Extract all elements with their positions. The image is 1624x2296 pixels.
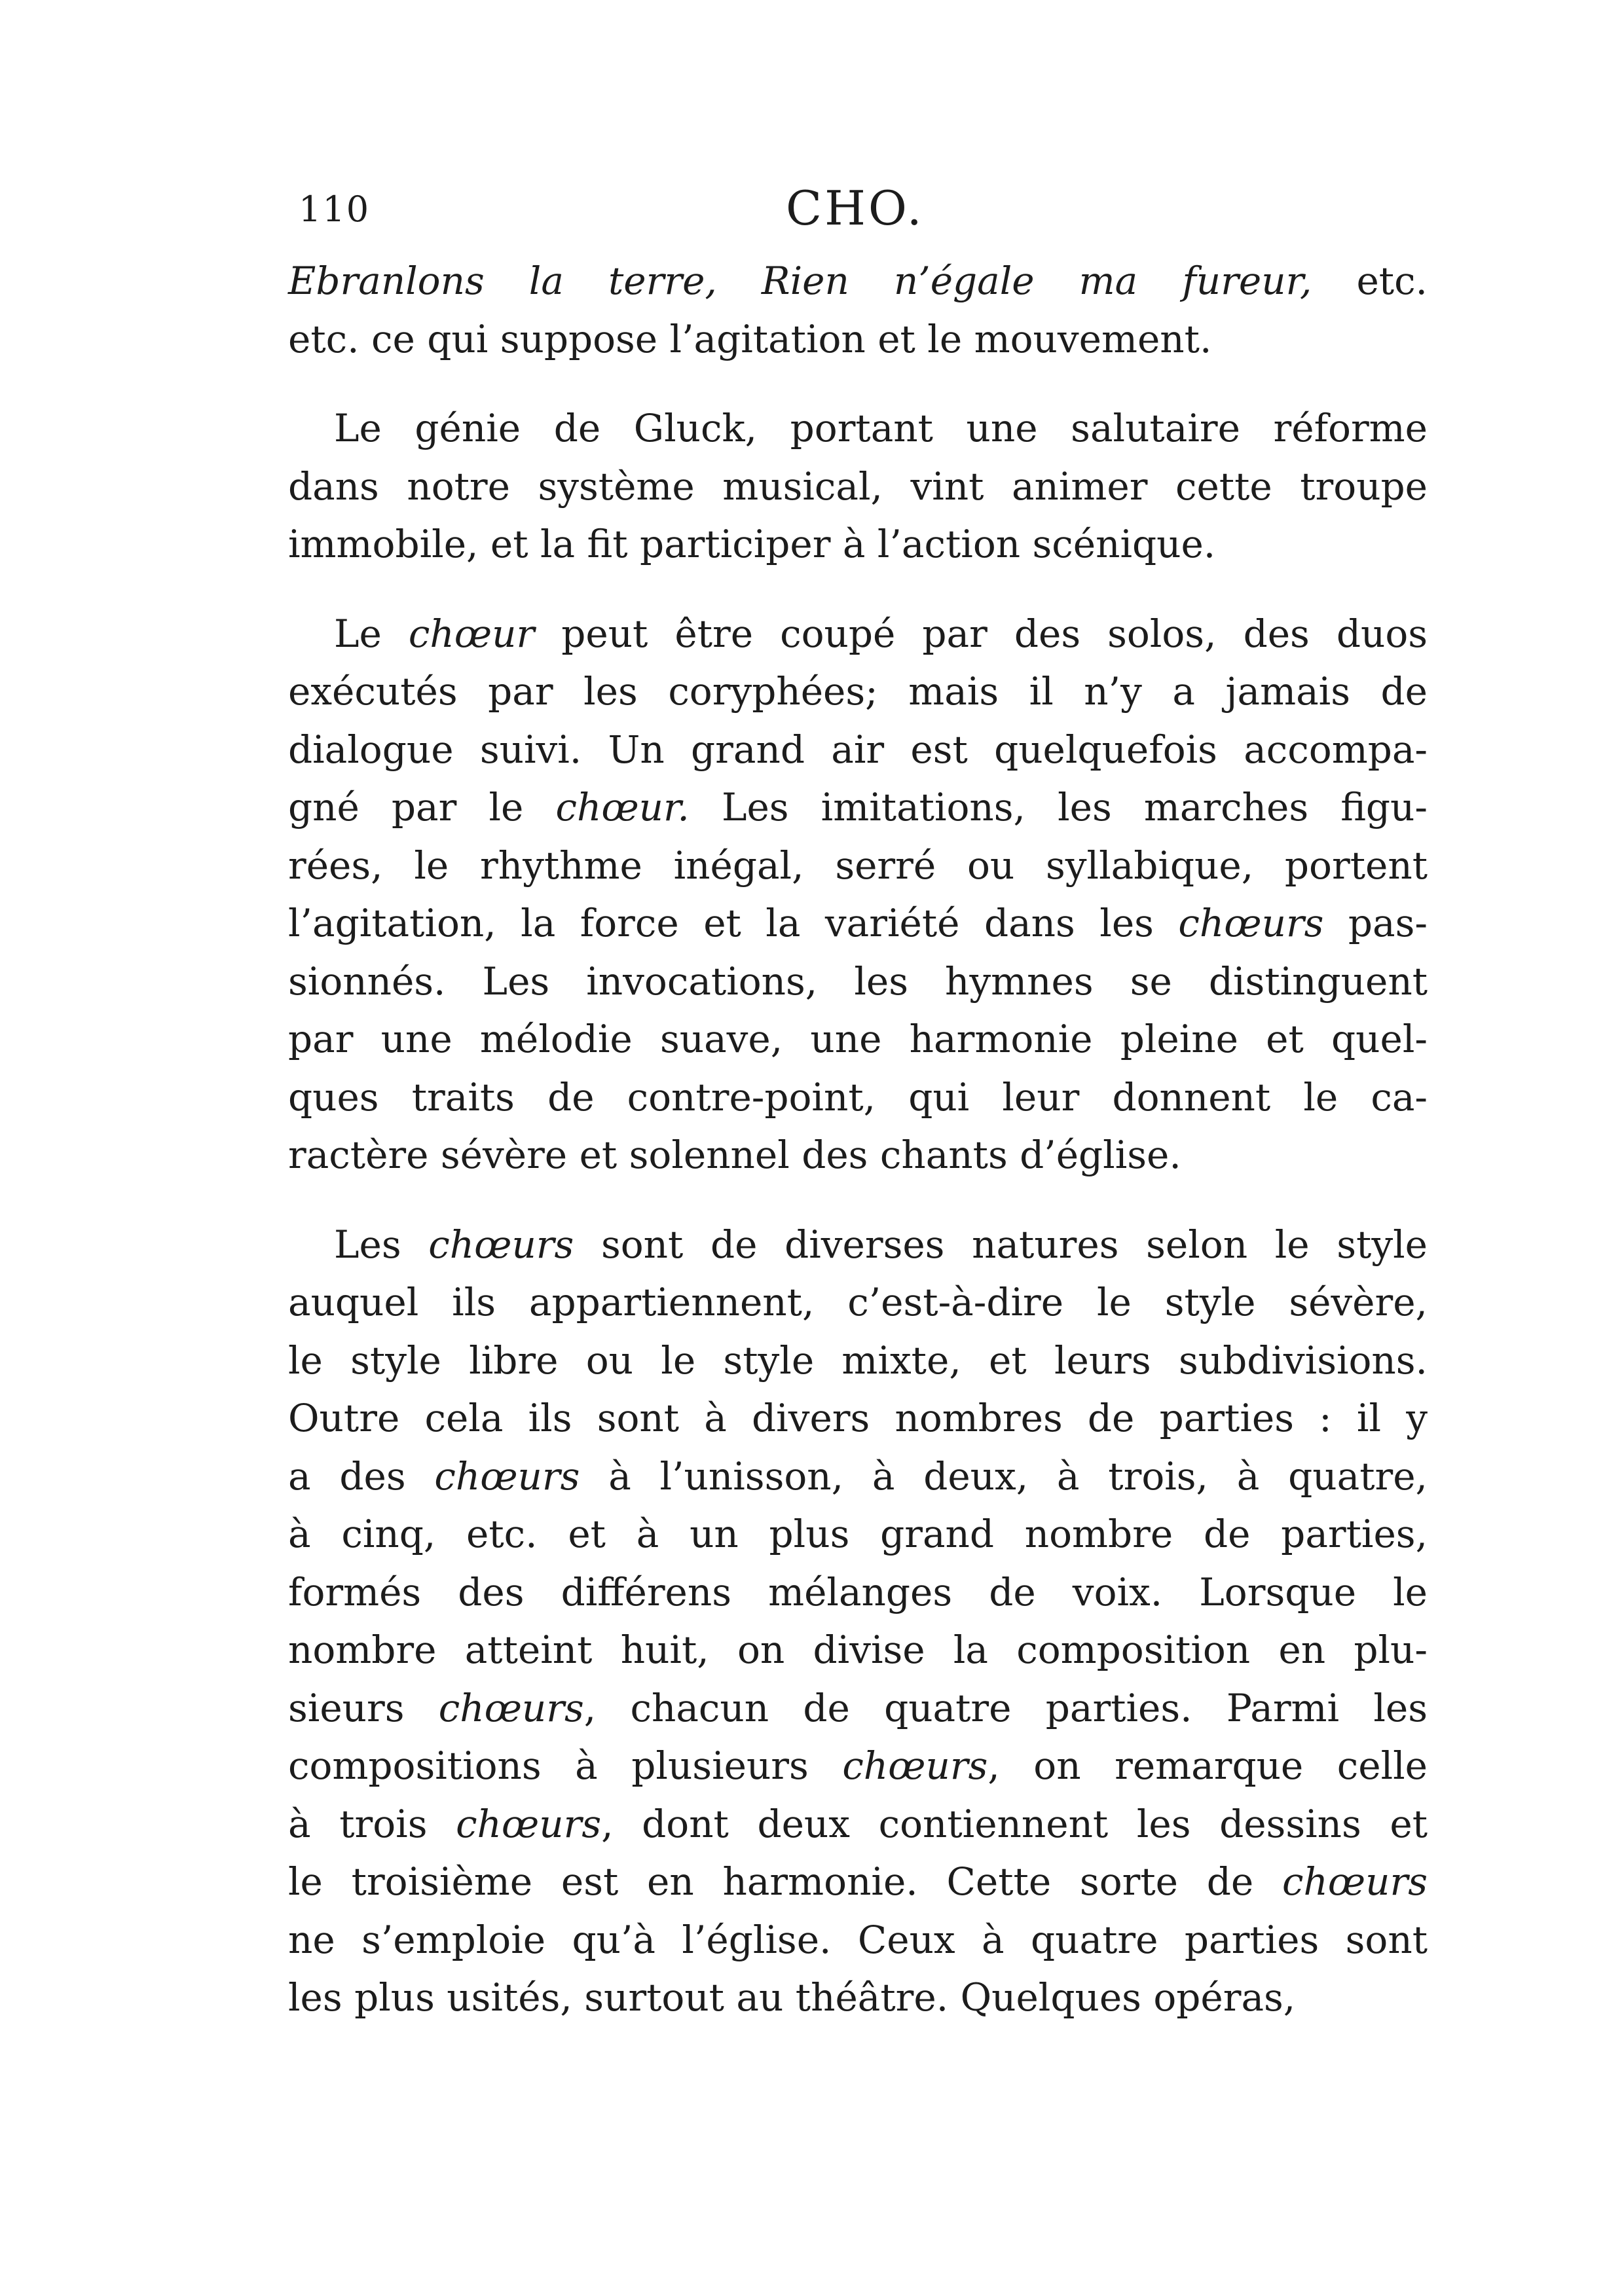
text-segment: l’agitation, la force et la variété dans les [288,901,1179,945]
text-line [288,1273,1428,1332]
text-segment: exécutés par les coryphées; mais il n’y a jamais de [288,669,1428,714]
text-segment: etc. [1312,259,1428,303]
text-segment: le troisième est en harmonie. Cette sorte de [288,1859,1282,1904]
text-segment: , on remarque celle [987,1743,1428,1788]
text-line [288,721,1428,779]
italic-text: chœur [408,611,535,656]
text-line [288,1389,1428,1448]
text-line [288,1216,1428,1274]
text-line [288,1621,1428,1679]
italic-text: chœurs [428,1222,574,1267]
text-segment: immobile, et la fit participer à l’action scénique. [288,522,1216,566]
text-line [288,837,1428,895]
text-line [288,1068,1428,1127]
text-line [288,1853,1428,1911]
text-line [288,1795,1428,1853]
page-header [288,177,1428,249]
text-segment: ques traits de contre-point, qui leur donnent le ca- [288,1074,1428,1120]
text-line [288,399,1428,458]
text-segment: dans notre système musical, vint animer cette troupe [288,464,1428,509]
text-line [288,1332,1428,1390]
text-line [288,778,1428,837]
text-line [288,1505,1428,1563]
text-segment: etc. ce qui suppose l’agitation et le mouvement. [288,316,1212,361]
text-segment: compositions à plusieurs [288,1743,843,1788]
italic-text: chœurs [1178,901,1324,945]
text-segment: les plus usités, surtout au théâtre. Quelques opéras, [288,1975,1296,2020]
text-segment: sieurs [288,1685,439,1730]
text-line [288,515,1428,574]
text-line [288,1448,1428,1506]
text-line [288,310,1428,369]
paragraph-gap [288,574,1428,605]
text-segment: nombre atteint huit, on divise la composition en plu- [288,1628,1428,1672]
text-segment: dialogue suivi. Un grand air est quelquefois accompa- [288,727,1428,772]
text-line [288,252,1428,310]
text-segment: , dont deux contiennent les dessins et [601,1801,1428,1846]
italic-text: chœurs [842,1743,988,1788]
text-line [288,1563,1428,1622]
italic-text: chœurs [1282,1859,1428,1904]
text-segment: Les imitations, les marches figu- [689,785,1428,829]
page-number: 110 [299,189,371,230]
paragraph [288,399,1428,574]
text-segment: sionnés. Les invocations, les hymnes se distinguent [288,958,1428,1004]
text-line [288,1126,1428,1184]
text-line [288,663,1428,721]
text-segment: Outre cela ils sont à divers nombres de parties : il y [288,1396,1428,1440]
text-segment: Les [334,1222,429,1267]
text-line [288,1010,1428,1068]
text-segment: peut être coupé par des solos, des duos [534,611,1428,656]
paragraph [288,252,1428,368]
text-segment: gné par le [288,785,556,829]
paragraph [288,605,1428,1184]
text-line [288,953,1428,1011]
text-segment: formés des différens mélanges de voix. Lorsque le [288,1569,1428,1614]
text-segment: rées, le rhythme inégal, serré ou syllabique, portent [288,843,1428,888]
running-head: CHO. [786,181,925,236]
text-segment: ractère sévère et solennel des chants d’église. [288,1133,1181,1177]
text-segment: à l’unisson, à deux, à trois, à quatre, [580,1453,1428,1499]
text-segment: le style libre ou le style mixte, et leurs subdivisions. [288,1338,1428,1383]
text-line [288,1737,1428,1795]
text-line [288,605,1428,663]
text-segment: Le génie de Gluck, portant une salutaire réforme [334,406,1428,450]
text-line [288,1679,1428,1738]
text-line [288,894,1428,953]
text-line [288,1969,1428,2027]
paragraph-gap [288,368,1428,399]
paragraph-gap [288,1184,1428,1216]
text-line [288,1911,1428,1969]
text-segment: ne s’emploie qu’à l’église. Ceux à quatre parties sont [288,1917,1428,1962]
text-segment: , chacun de quatre parties. Parmi les [583,1685,1428,1730]
text-segment: sont de diverses natures selon le style [574,1222,1428,1267]
paragraph [288,1216,1428,2027]
italic-text: chœurs [438,1685,584,1730]
text-segment: à cinq, etc. et à un plus grand nombre de parties, [288,1512,1428,1556]
text-segment: par une mélodie suave, une harmonie pleine et quel- [288,1017,1428,1061]
text-segment: Le [334,611,409,656]
text-line [288,458,1428,516]
text-segment: a des [288,1453,435,1499]
text-segment: auquel ils appartiennent, c’est-à-dire le style sévère, [288,1280,1428,1324]
italic-text: chœurs [456,1801,602,1846]
italic-text: chœurs [434,1453,580,1499]
body-text [288,252,1428,2027]
text-segment: à trois [288,1801,456,1846]
italic-text: Ebranlons la terre, Rien n’égale ma fureur, [288,259,1312,303]
text-segment: pas- [1323,901,1428,945]
italic-text: chœur. [555,785,690,829]
